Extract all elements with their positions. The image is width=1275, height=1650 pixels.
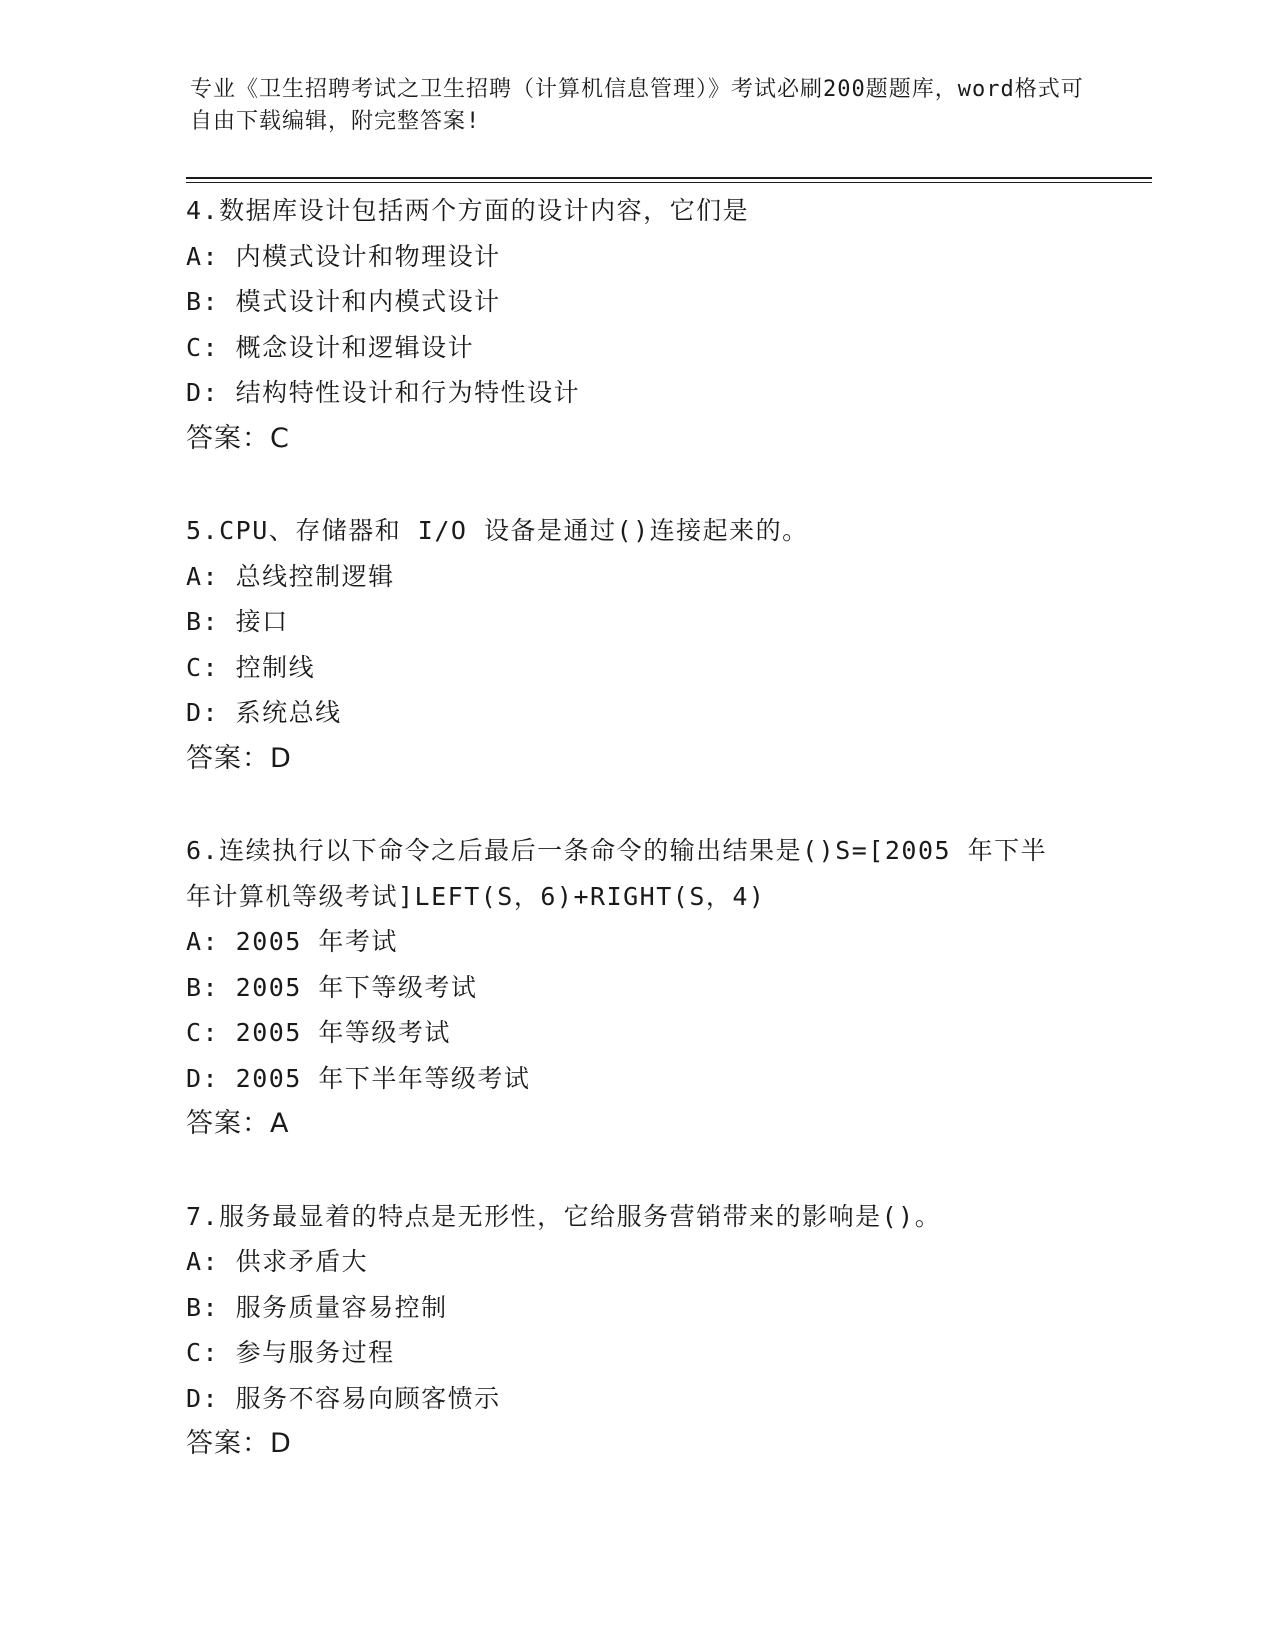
question-item <box>186 1194 1086 1467</box>
option-c: C: 2005 年等级考试 <box>186 1018 451 1047</box>
question-item <box>186 828 1086 1147</box>
option-a: A: 内模式设计和物理设计 <box>186 241 501 271</box>
question-item <box>186 508 1086 781</box>
question-stem: 4.数据库设计包括两个方面的设计内容，它们是 <box>186 196 750 225</box>
option-d: D: 2005 年下半年等级考试 <box>186 1063 531 1093</box>
question-list <box>186 188 1086 1514</box>
answer-line: 答案：D <box>186 1428 292 1459</box>
question-stem: 7.服务最显着的特点是无形性，它给服务营销带来的影响是()。 <box>186 1201 942 1231</box>
option-a: A: 供求矛盾大 <box>186 1247 369 1276</box>
header-divider-thick <box>186 177 1152 179</box>
option-d: D: 结构特性设计和行为特性设计 <box>186 378 581 407</box>
question-item <box>186 188 1086 461</box>
option-b: B: 服务质量容易控制 <box>186 1292 448 1322</box>
header-divider-thin <box>186 182 1152 183</box>
option-b: B: 2005 年下等级考试 <box>186 972 478 1002</box>
option-d: D: 服务不容易向顾客愤示 <box>186 1383 501 1413</box>
answer-line: 答案：A <box>186 1108 290 1139</box>
option-c: C: 概念设计和逻辑设计 <box>186 332 475 362</box>
option-d: D: 系统总线 <box>186 698 342 727</box>
option-c: C: 控制线 <box>186 652 316 682</box>
question-stem: 5.CPU、存储器和 I/O 设备是通过()连接起来的。 <box>186 516 809 545</box>
option-b: B: 模式设计和内模式设计 <box>186 287 501 316</box>
answer-line: 答案：D <box>186 742 292 774</box>
option-b: B: 接口 <box>186 607 289 636</box>
option-a: A: 总线控制逻辑 <box>186 561 395 591</box>
option-a: A: 2005 年考试 <box>186 927 398 956</box>
question-stem: 6.连续执行以下命令之后最后一条命令的输出结果是()S=[2005 年下半年计算机等级考试]LEFT(S，6)+RIGHT(S，4) <box>186 836 1048 911</box>
answer-line: 答案：C <box>186 422 290 454</box>
option-c: C: 参与服务过程 <box>186 1338 395 1367</box>
document-intro: 专业《卫生招聘考试之卫生招聘（计算机信息管理）》考试必刷200题题库，word格式可自由下载编辑，附完整答案! <box>190 77 1084 134</box>
